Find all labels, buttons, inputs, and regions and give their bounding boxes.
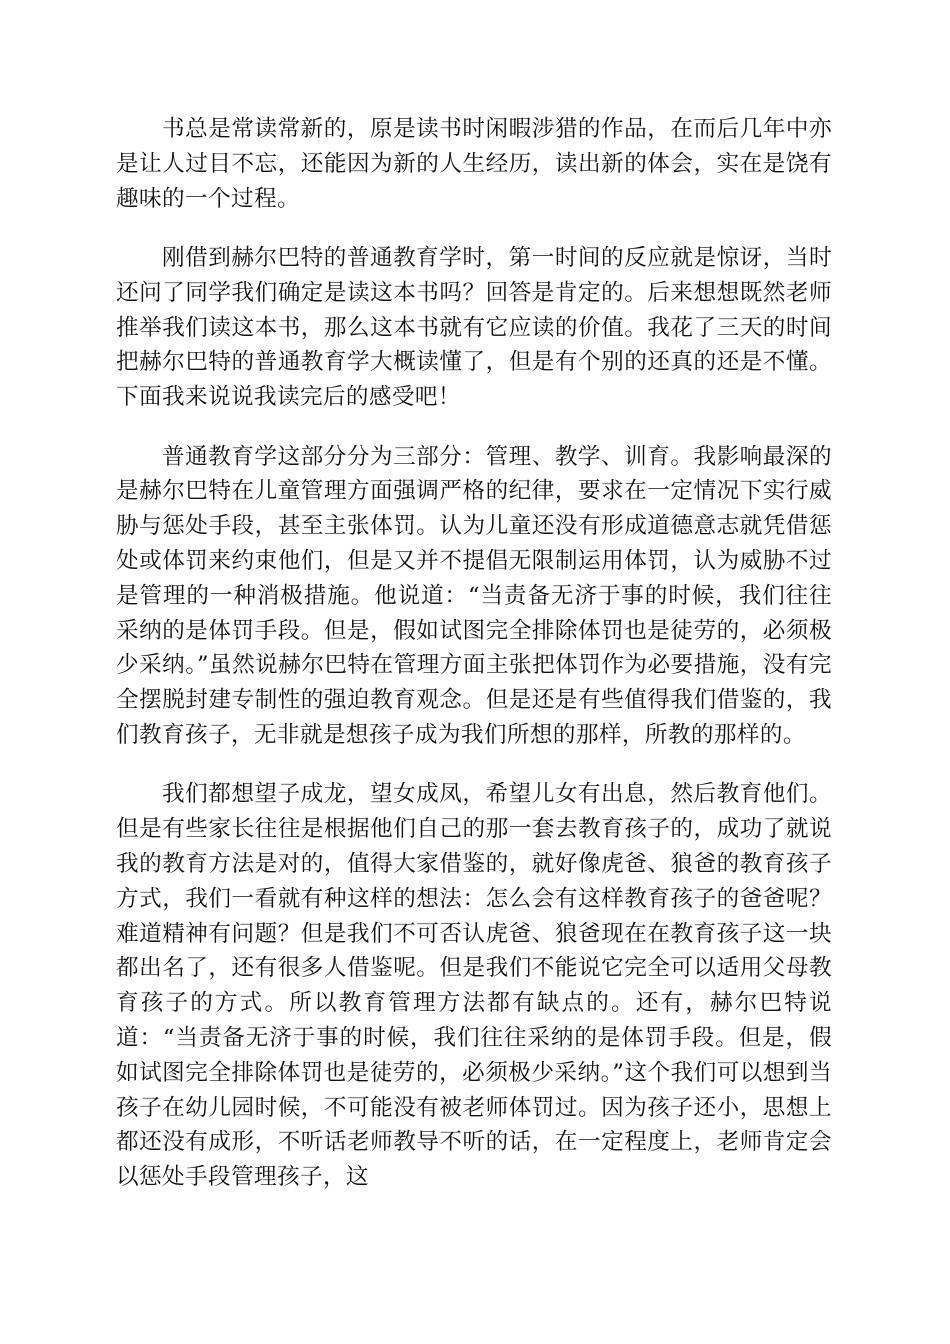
document-body bbox=[116, 112, 832, 1195]
paragraph-1: 书总是常读常新的，原是读书时闲暇涉猎的作品，在而后几年中亦是让人过目不忘，还能因为新的人生经历，读出新的体会，实在是饶有趣味的一个过程。 bbox=[116, 116, 832, 212]
paragraph-3: 普通教育学这部分分为三部分：管理、教学、训育。我影响最深的是赫尔巴特在儿童管理方面强调严格的纪律，要求在一定情况下实行威胁与惩处手段，甚至主张体罚。认为儿童还没有形成道德意志就凭借惩处或体罚来约束他们，但是又并不提倡无限制运用体罚，认为威胁不过是管理的一种消极措施。他说道：“当责备无济于事的时候，我们往往采纳的是体罚手段。但是，假如试图完全排除体罚也是徒劳的，必须极少采纳。”虽然说赫尔巴特在管理方面主张把体罚作为必要措施，没有完全摆脱封建专制性的强迫教育观念。但是还是有些值得我们借鉴的，我们教育孩子，无非就是想孩子成为我们所想的那样，所教的那样的。 bbox=[116, 443, 832, 748]
paragraph-2: 刚借到赫尔巴特的普通教育学时，第一时间的反应就是惊讶，当时还问了同学我们确定是读这本书吗？回答是肯定的。后来想想既然老师推举我们读这本书，那么这本书就有它应读的价值。我花了三天的时间把赫尔巴特的普通教育学大概读懂了，但是有个别的还真的还是不懂。下面我来说说我读完后的感受吧！ bbox=[116, 244, 832, 411]
paragraph-4: 我们都想望子成龙，望女成凤，希望儿女有出息，然后教育他们。但是有些家长往往是根据他们自己的那一套去教育孩子的，成功了就说我的教育方法是对的，值得大家借鉴的，就好像虎爸、狼爸的教育孩子方式，我们一看就有种这样的想法：怎么会有这样教育孩子的爸爸呢？难道精神有问题？但是我们不可否认虎爸、狼爸现在在教育孩子这一块都出名了，还有很多人借鉴呢。但是我们不能说它完全可以适用父母教育孩子的方式。所以教育管理方法都有缺点的。还有，赫尔巴特说道：“当责备无济于事的时候，我们往往采纳的是体罚手段。但是，假如试图完全排除体罚也是徒劳的，必须极少采纳。”这个我们可以想到当孩子在幼儿园时候，不可能没有被老师体罚过。因为孩子还小，思想上都还没有成形，不听话老师教导不听的话，在一定程度上，老师肯定会以惩处手段管理孩子，这 bbox=[116, 781, 832, 1191]
